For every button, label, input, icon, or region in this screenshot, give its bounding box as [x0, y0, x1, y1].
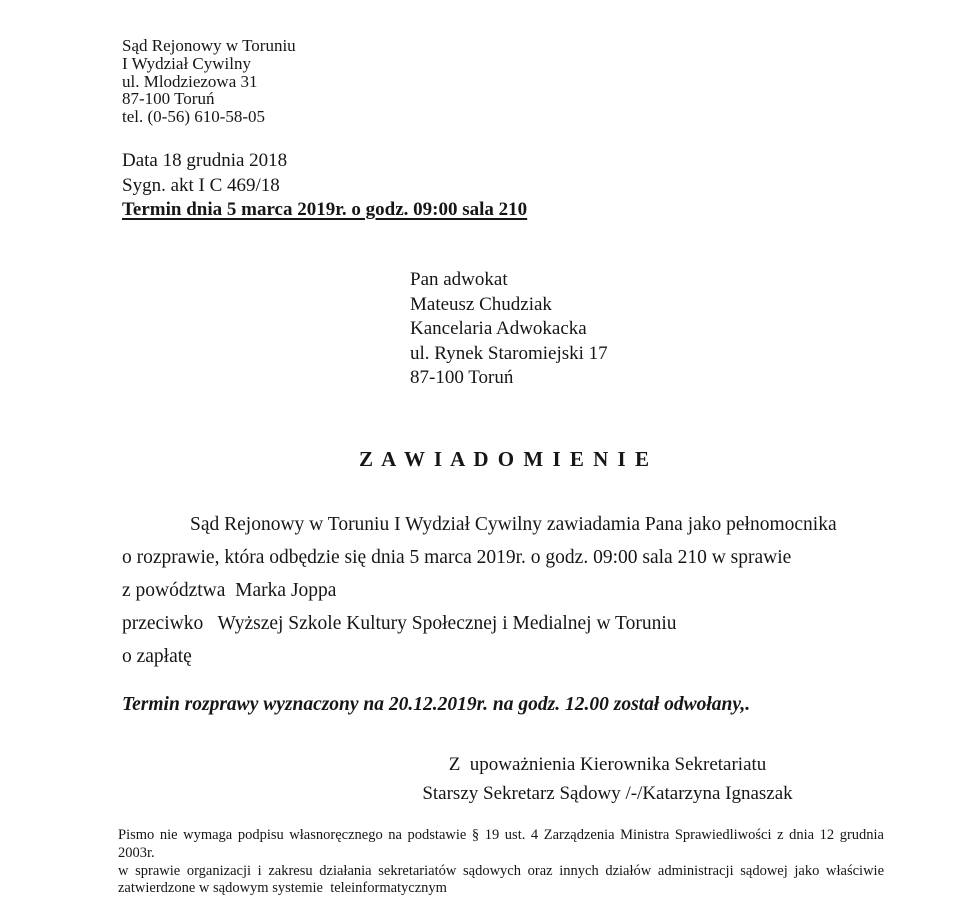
notification-body: [122, 508, 852, 673]
cancellation-notice: Termin rozprawy wyznaczony na 20.12.2019r. na godz. 12.00 został odwołany,.: [122, 694, 751, 715]
case-subject-line: o zapłatę: [122, 646, 192, 667]
court-phone: tel. (0-56) 610-58-05: [122, 107, 266, 127]
addressee-name: Mateusz Chudziak: [410, 293, 552, 315]
legal-footnote: [118, 827, 884, 898]
signature-authority-line: Z upoważnienia Kierownika Sekretariatu: [448, 754, 767, 775]
addressee-block: [410, 268, 608, 391]
document-date: Data 18 grudnia 2018: [122, 150, 288, 171]
footnote-line: zatwierdzone w sądowym systemie teleinformatycznym: [118, 880, 447, 897]
addressee-office: Kancelaria Adwokacka: [410, 318, 587, 339]
body-line: Sąd Rejonowy w Toruniu I Wydział Cywilny zawiadamia Pana jako pełnomocnika: [190, 514, 837, 535]
footnote-line: Pismo nie wymaga podpisu własnoręcznego na podstawie § 19 ust. 4 Zarządzenia Ministra Sprawiedliwości z dnia 12 grudnia 2003r.: [118, 827, 884, 861]
addressee-salutation: Pan adwokat: [410, 269, 508, 290]
footnote-line: w sprawie organizacji i zakresu działania sekretariatów sądowych oraz innych działów administracji sądowej jako właściwie: [118, 862, 884, 879]
case-number: Sygn. akt I C 469/18: [122, 174, 280, 196]
addressee-street: ul. Rynek Staromiejski 17: [410, 342, 608, 364]
court-address-block: [122, 37, 296, 126]
addressee-city: 87-100 Toruń: [410, 367, 514, 388]
plaintiff-line: z powództwa Marka Joppa: [122, 580, 337, 601]
court-name: Sąd Rejonowy w Toruniu: [122, 36, 296, 55]
document-title: Z A W I A D O M I E N I E: [359, 447, 651, 471]
defendant-line: przeciwko Wyższej Szkole Kultury Społecznej i Medialnej w Toruniu: [122, 613, 677, 634]
court-city: 87-100 Toruń: [122, 89, 215, 109]
body-line: o rozprawie, która odbędzie się dnia 5 marca 2019r. o godz. 09:00 sala 210 w sprawie: [122, 547, 792, 568]
court-street: ul. Mlodziezowa 31: [122, 71, 258, 91]
hearing-term-line: Termin dnia 5 marca 2019r. o godz. 09:00 sala 210: [122, 199, 528, 220]
document-meta-block: [122, 149, 527, 223]
court-division: I Wydział Cywilny: [122, 53, 251, 73]
signature-block: [375, 751, 840, 808]
signature-secretary-line: Starszy Sekretarz Sądowy /-/Katarzyna Ignaszak: [422, 782, 793, 804]
